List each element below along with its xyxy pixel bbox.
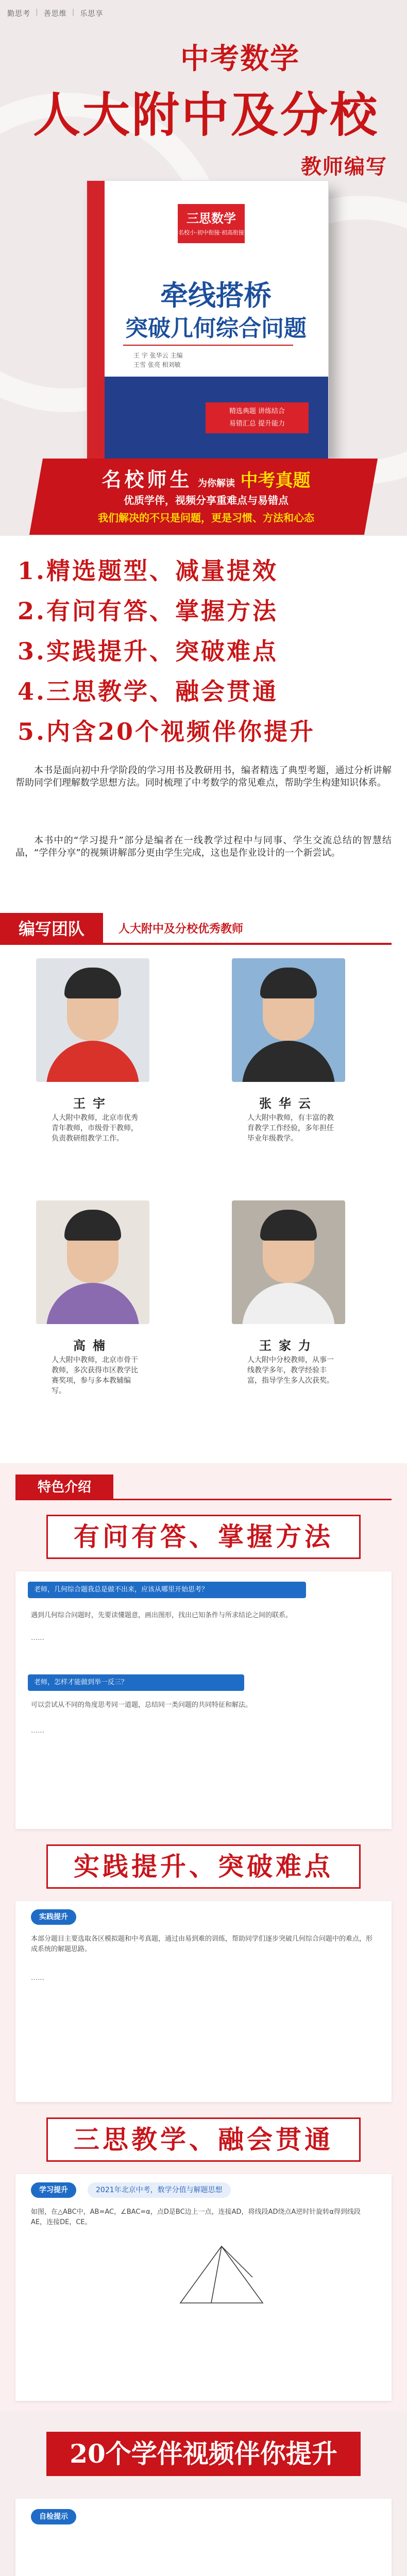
geometry-figure bbox=[170, 2241, 273, 2313]
member-photo bbox=[232, 1200, 345, 1324]
team-section bbox=[0, 907, 407, 1463]
member-name: 高楠 bbox=[73, 1338, 112, 1353]
sample-page: 实践提升 本部分题目主要选取各区模拟题和中考真题，通过由易到难的训练，帮助同学们逐步突破几何综合问题中的难点，形成系统的解题思路。 …… bbox=[15, 1901, 392, 2102]
book-title-line1: 牵线搭桥 bbox=[160, 279, 272, 312]
answer-text: 遇到几何综合问题时，先要读懂题意，画出图形，找出已知条件与所求结论之间的联系。 bbox=[31, 1612, 293, 1619]
member-name: 王家力 bbox=[259, 1338, 318, 1353]
book-series: 三思数学 bbox=[186, 211, 236, 226]
feature-intro-tag: 特色介绍 bbox=[15, 1475, 113, 1500]
banner-line2: 我们解决的不只是问题，更是习惯、方法和心态 bbox=[98, 512, 314, 524]
book-spine bbox=[87, 181, 105, 484]
team-member bbox=[15, 958, 201, 1206]
intro-paragraph: 本书中的“学习提升”部分是编者在一线教学过程中与同事、学生交流总结的智慧结晶，“学伴分享”的视频讲解部分更由学生完成，这也是作业设计的一个新尝试。 bbox=[15, 835, 392, 858]
topbar: 勤思考 | 善思维 | 乐思享 bbox=[7, 8, 104, 18]
team-member bbox=[211, 1200, 397, 1448]
question-callout: 老师，几何综合题我总是做不出来，应该从哪里开始思考？ bbox=[28, 1582, 306, 1598]
sansi-label: 学习提升 bbox=[31, 2182, 76, 2198]
promo-banner bbox=[15, 459, 392, 535]
practice-label: 实践提升 bbox=[31, 1909, 76, 1925]
topbar-item: 乐思享 bbox=[80, 10, 104, 18]
banner-brand: 名校师生 bbox=[101, 468, 193, 491]
banner-headline bbox=[62, 464, 350, 492]
team-member bbox=[15, 1200, 201, 1448]
feature-item: 1.精选题型、减量提效 bbox=[18, 557, 279, 585]
book-series-box bbox=[178, 204, 245, 243]
answer-text: 可以尝试从不同的角度思考同一道题，总结同一类问题的共同特征和解法。 bbox=[31, 1701, 252, 1709]
book-authors: 王 宇 张华云 主编 王雪 张亮 相刘敏 bbox=[133, 352, 183, 368]
member-photo bbox=[36, 1200, 149, 1324]
hero-title: 人大附中及分校 bbox=[32, 87, 379, 143]
video-page bbox=[15, 2499, 392, 2576]
feature-item: 3.实践提升、突破难点 bbox=[18, 637, 279, 665]
member-desc: 人大附中教师，北京市骨干教师，多次获得市区教学比赛奖项，参与多本教辅编写。 bbox=[52, 1356, 138, 1395]
question-callout: 老师，怎样才能做到举一反三？ bbox=[28, 1674, 244, 1691]
topbar-item: 善思维 bbox=[43, 10, 67, 18]
hero-author-line: 教师编写 bbox=[301, 155, 387, 179]
feature-item: 4.三思教学、融会贯通 bbox=[18, 677, 279, 705]
member-desc: 人大附中教师，有丰富的教育教学工作经验，多年担任毕业年级教学。 bbox=[247, 1114, 334, 1143]
team-heading-label: 编写团队 bbox=[0, 913, 103, 945]
member-desc: 人大附中教师，北京市优秀青年教师，市级骨干教师，负责教研组教学工作。 bbox=[52, 1114, 138, 1143]
intro-section bbox=[0, 757, 407, 907]
sansi-text: 如图，在△ABC中，AB=AC，∠BAC=α，点D是BC边上一点，连接AD，将线段AD绕点A逆时针旋转α得到线段AE，连接DE，CE。 bbox=[31, 2208, 361, 2226]
sample-page bbox=[15, 2174, 392, 2401]
chapter-title: 三思教学、融会贯通 bbox=[46, 2117, 361, 2162]
features-list bbox=[0, 536, 407, 757]
hero-section bbox=[0, 0, 407, 536]
member-desc: 人大附中分校教师，从事一线教学多年，教学经验丰富，指导学生多人次获奖。 bbox=[247, 1356, 334, 1385]
chapter-title: 实践提升、突破难点 bbox=[46, 1844, 361, 1889]
hero-subtitle: 中考数学 bbox=[180, 42, 300, 76]
intro-paragraph: 本书是面向初中升学阶段的学习用书及教研用书，编者精选了典型考题，通过分析讲解帮助同学们理解数学思想方法。同时梳理了中考数学的常见难点，帮助学生构建知识体系。 bbox=[15, 765, 392, 788]
video-label: 自检提示 bbox=[31, 2509, 76, 2524]
book-title-line2: 突破几何综合问题 bbox=[125, 315, 307, 342]
feature-intro-section bbox=[0, 1463, 407, 2411]
book-series-sub: 名校小·初中衔接·初高衔接 bbox=[178, 229, 244, 236]
chapter-title: 20个学伴视频伴你提升 bbox=[46, 2432, 361, 2476]
member-name: 王宇 bbox=[73, 1096, 112, 1111]
banner-highlight: 中考真题 bbox=[240, 470, 311, 491]
banner-line1: 优质学伴，视频分享重难点与易错点 bbox=[124, 494, 289, 506]
feature-item: 5.内含20个视频伴你提升 bbox=[18, 718, 316, 745]
feature-item: 2.有问有答、掌握方法 bbox=[18, 597, 279, 625]
member-photo bbox=[232, 958, 345, 1082]
team-heading bbox=[0, 913, 407, 945]
member-name: 张华云 bbox=[259, 1096, 318, 1111]
team-member bbox=[211, 958, 397, 1206]
book-cover bbox=[87, 180, 329, 484]
sansi-pill: 2021年北京中考，数学分值与解题思想 bbox=[88, 2182, 231, 2198]
topbar-item: 勤思考 bbox=[7, 10, 30, 18]
chapter-title: 有问有答、掌握方法 bbox=[46, 1515, 361, 1559]
banner-brand-tail: 为你解读 bbox=[198, 478, 235, 489]
video-section bbox=[0, 2411, 407, 2576]
book-badge: 精选典题 讲练结合 易错汇总 提升能力 bbox=[206, 402, 309, 433]
sample-page: 老师，几何综合题我总是做不出来，应该从哪里开始思考？ 遇到几何综合问题时，先要读懂题意，画出图形，找出已知条件与所求结论之间的联系。 …… 老师，怎样才能做到举一反三？ 可以尝试从不同的角度思考同一道题，总结同一类问题的共同特征和解法。 …… bbox=[15, 1571, 392, 1829]
practice-text: 本部分题目主要选取各区模拟题和中考真题，通过由易到难的训练，帮助同学们逐步突破几何综合问题中的难点，形成系统的解题思路。 bbox=[31, 1935, 373, 1953]
member-photo bbox=[36, 958, 149, 1082]
team-subheading: 人大附中及分校优秀教师 bbox=[118, 923, 244, 936]
